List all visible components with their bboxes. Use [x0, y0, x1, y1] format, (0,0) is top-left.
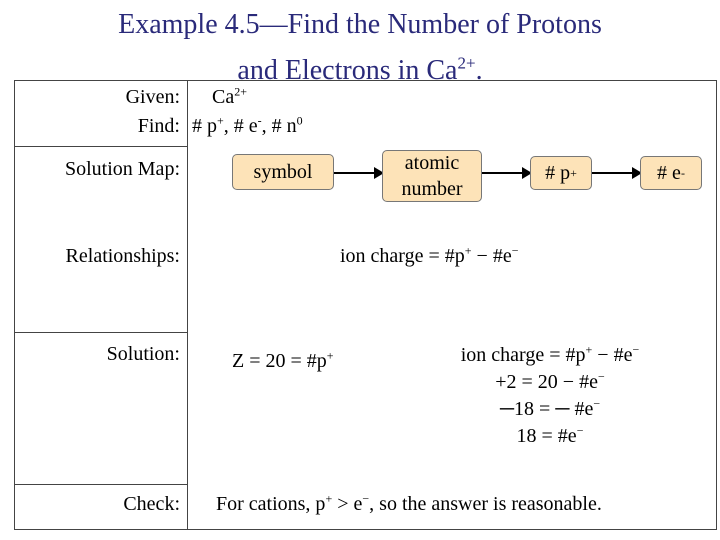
label-column: [14, 80, 188, 530]
solution-line-4: 18 = #e−: [516, 423, 584, 447]
solution-line-2: +2 = 20 − #e−: [495, 369, 605, 393]
map-box-electrons: # e -: [640, 156, 702, 190]
map-box-protons: # p +: [530, 156, 592, 190]
map-arrow-3: [592, 172, 640, 174]
divider-relationships: [14, 332, 188, 333]
solution-line-1: ion charge = #p+ − #e−: [460, 342, 640, 366]
title-line-2: and Electrons in $Ca^{2+}$.: [237, 53, 483, 86]
find-label: Find:: [137, 115, 180, 137]
map-box-symbol: symbol: [232, 154, 334, 190]
divider-solution: [14, 484, 188, 485]
solution-map-label: Solution Map:: [64, 158, 180, 180]
solution-label: Solution:: [106, 343, 180, 365]
title-line-1: Example 4.5—Find the Number of Protons: [118, 9, 602, 40]
find-value: # p+, # e-, # $n^0$: [192, 113, 303, 137]
solution-line-3: ─18 = ─ #e−: [499, 396, 601, 420]
relationships-value: ion charge = #p+ − #e−: [340, 243, 519, 267]
given-label: Given:: [125, 86, 180, 108]
solution-work: [400, 342, 700, 450]
check-label: Check:: [123, 493, 180, 515]
divider-given: [14, 146, 188, 147]
given-value: $Ca^{2+}$: [212, 84, 247, 108]
map-arrow-1: [334, 172, 382, 174]
map-box-atomic-number: atomic number: [382, 150, 482, 202]
check-value: For cations, p+ > e−, so the answer is reasonable.: [216, 491, 602, 515]
relationships-label: Relationships:: [65, 245, 180, 267]
map-arrow-2: [482, 172, 530, 174]
solution-z: Z = 20 = #p+: [232, 348, 334, 372]
